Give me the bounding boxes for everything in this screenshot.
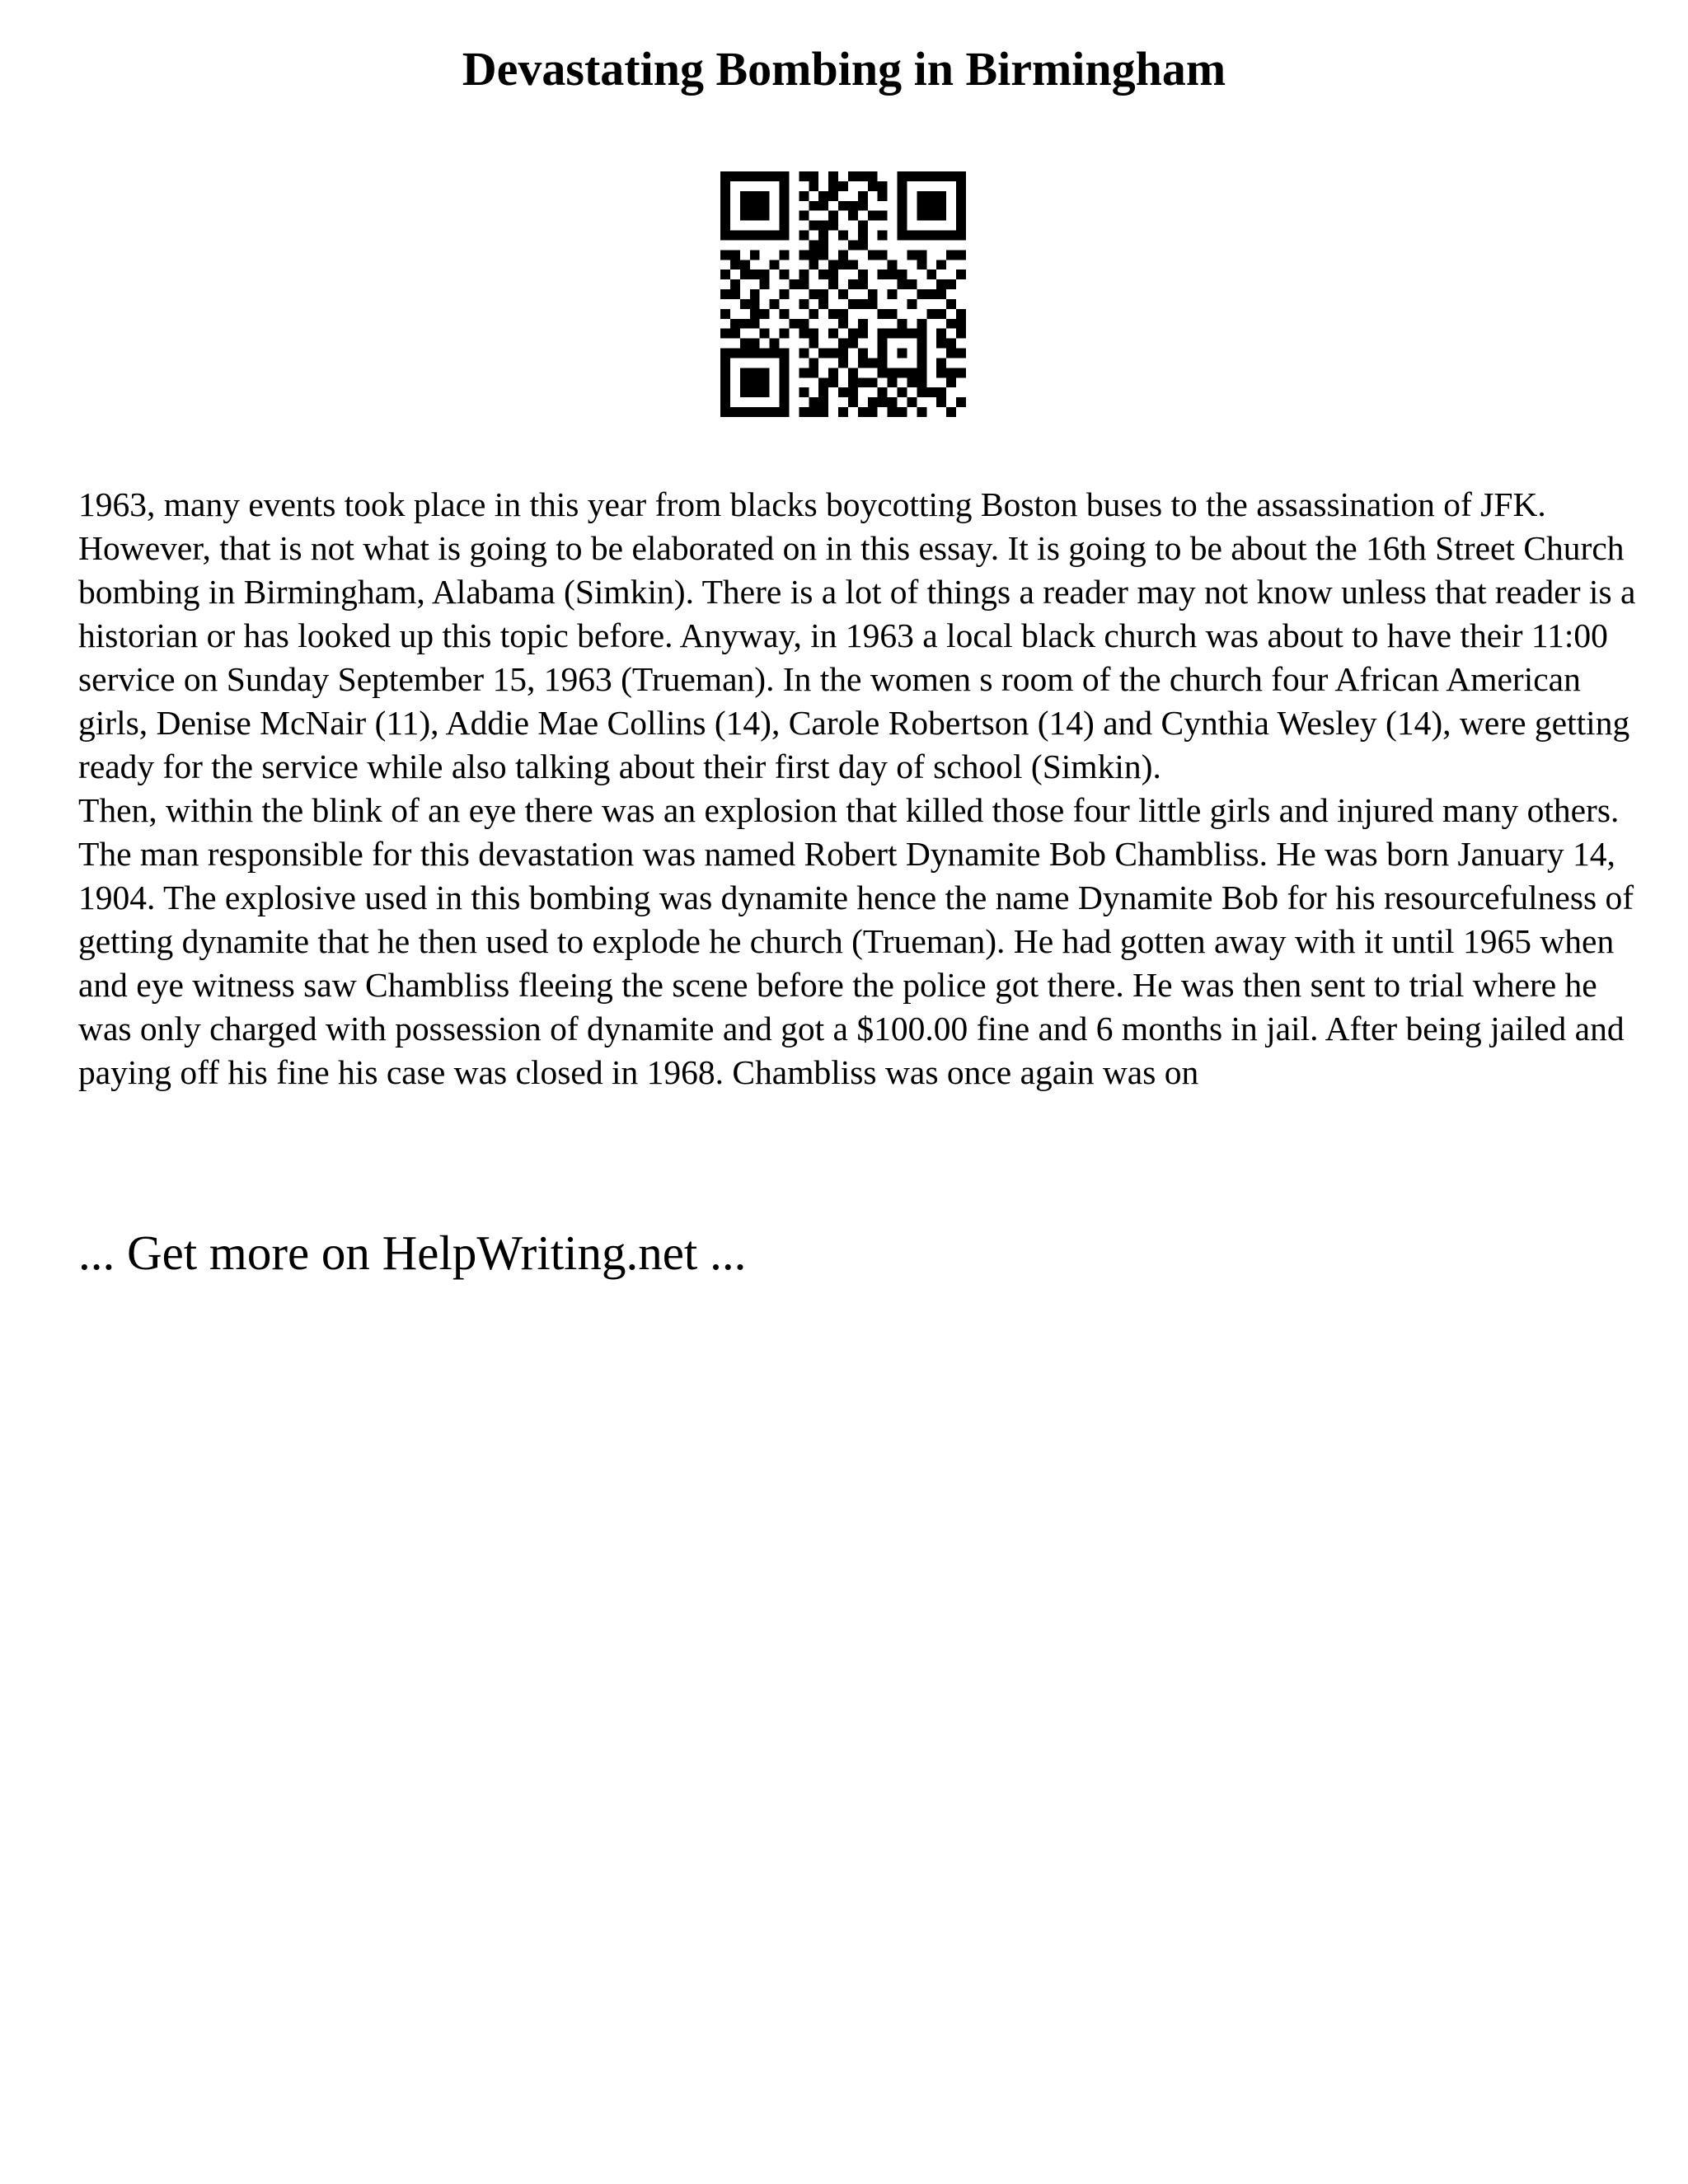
document-title: Devastating Bombing in Birmingham — [462, 42, 1226, 96]
qr-code-icon[interactable] — [720, 171, 966, 417]
essay-paragraph-1: 1963, many events took place in this year from blacks boycotting Boston buses to the assassination of JFK. However, that is not what is going to be elaborated on in this essay. It is going to be about the 16th Street Church bombing in Birmingham, Alabama (Simkin). There is a lot of things a reader may not know unless that reader is a historian or has looked up this topic before. Anyway, in 1963 a local black church was about to have their 11:00 service on Sunday September 15, 1963 (Trueman). In the women s room of the church four African American girls, Denise McNair (11), Addie Mae Collins (14), Carole Robertson (14) and Cynthia Wesley (14), were getting ready for the service while also talking about their first day of school (Simkin). — [78, 485, 1636, 785]
get-more-link[interactable]: ... Get more on HelpWriting.net ... — [78, 1226, 747, 1280]
essay-paragraph-2: Then, within the blink of an eye there was an explosion that killed those four little girls and injured many others. The man responsible for this devastation was named Robert Dynamite Bob Chambliss. He was born January 14, 1904. The explosive used in this bombing was dynamite hence the name Dynamite Bob for his resourcefulness of getting dynamite that he then used to explode he church (Trueman). He had gotten away with it until 1965 when and eye witness saw Chambliss fleeing the scene before the police got there. He was then sent to trial where he was only charged with possession of dynamite and got a $100.00 fine and 6 months in jail. After being jailed and paying off his fine his case was closed in 1968. Chambliss was once again was on — [78, 791, 1634, 1091]
essay-body — [78, 483, 1644, 1094]
